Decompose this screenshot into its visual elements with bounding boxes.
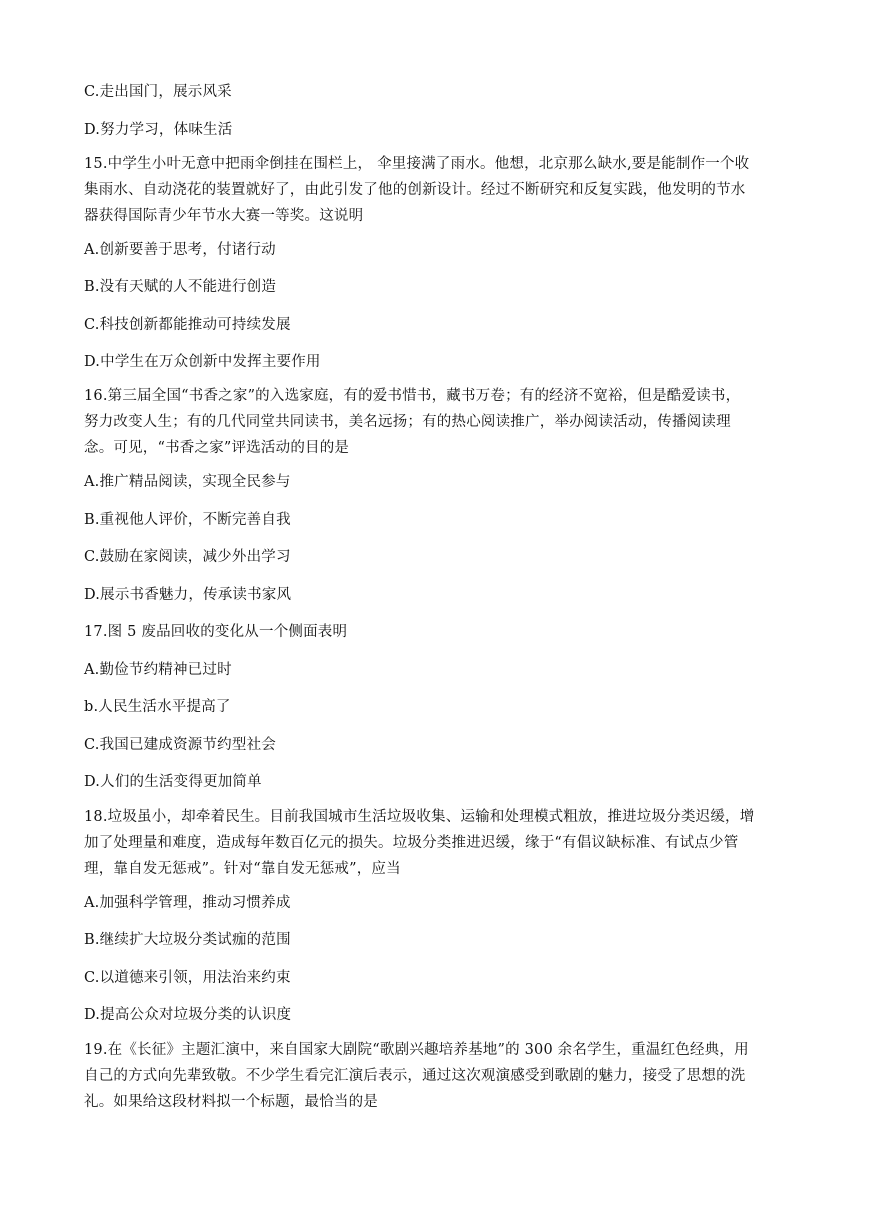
q16-stem-line: 努力改变人生；有的几代同堂共同读书，美名远扬；有的热心阅读推广，举办阅读活动，传播阅读理 [84,414,731,430]
q18-stem-line: 理，靠自发无惩戒”。针对“靠自发无惩戒”，应当 [84,861,401,877]
q17-option-a: A.勤俭节约精神已过时 [84,662,232,678]
q19-stem-line: 礼。如果给这段材料拟一个标题，最恰当的是 [84,1094,378,1110]
q15-option-b: B.没有天赋的人不能进行创造 [84,279,277,295]
q17-option-c: C.我国已建成资源节约型社会 [84,737,276,753]
q15-option-a: A.创新要善于思考，付诸行动 [84,242,276,258]
q17-stem: 17.图 5 废品回收的变化从一个侧面表明 [84,624,348,640]
q18-stem [84,804,796,882]
q17-option-d: D.人们的生活变得更加简单 [84,774,262,790]
q19-stem-line: 19.在《长征》主题汇演中，来自国家大剧院“歌剧兴趣培养基地”的 300 余名学生，重温红色经典，用 [84,1042,749,1058]
q19-stem [84,1037,796,1115]
q18-stem-line: 18.垃圾虽小，却牵着民生。目前我国城市生活垃圾收集、运输和处理模式粗放，推进垃圾分类迟缓，增 [84,809,755,825]
q14-option-c: C.走出国门，展示风采 [84,84,232,100]
q15-option-d: D.中学生在万众创新中发挥主要作用 [84,354,321,370]
q15-option-c: C.科技创新都能推动可持续发展 [84,317,291,333]
q19-stem-line: 自己的方式向先辈致敬。不少学生看完汇演后表示，通过这次观演感受到歌剧的魅力，接受了思想的洗 [84,1068,746,1084]
q18-option-a: A.加强科学管理，推动习惯养成 [84,895,291,911]
q15-stem-line: 器获得国际青少年节水大赛一等奖。这说明 [84,208,364,224]
q16-option-d: D.展示书香魅力，传承读书家风 [84,587,292,603]
q16-option-c: C.鼓励在家阅读，减少外出学习 [84,549,291,565]
q16-option-b: B.重视他人评价，不断完善自我 [84,512,291,528]
q15-stem-line: 集雨水、自动浇花的装置就好了，由此引发了他的创新设计。经过不断研究和反复实践，他发明的节水 [84,182,746,198]
q18-stem-line: 加了处理量和难度，造成每年数百亿元的损失。垃圾分类推进迟缓，缘于“有倡议缺标准、有试点少管 [84,835,739,851]
q16-stem-line: 16.第三届全国“书香之家”的入选家庭，有的爱书惜书，藏书万卷；有的经济不宽裕，但是酷爱读书， [84,388,741,404]
q15-stem [84,151,796,229]
q16-stem-line: 念。可见，“书香之家”评选活动的目的是 [84,440,350,456]
q18-option-c: C.以道德来引领，用法治来约束 [84,970,291,986]
q15-stem-line: 15.中学生小叶无意中把雨伞倒挂在围栏上， 伞里接满了雨水。他想，北京那么缺水,要是能制作一个收 [84,156,750,172]
q17-option-b: b.人民生活水平提高了 [84,699,231,715]
q18-option-d: D.提高公众对垃圾分类的认识度 [84,1007,292,1023]
q14-option-d: D.努力学习，体味生活 [84,122,233,138]
q16-stem [84,383,796,461]
q16-option-a: A.推广精品阅读，实现全民参与 [84,474,291,490]
q18-option-b: B.继续扩大垃圾分类试痂的范围 [84,932,291,948]
